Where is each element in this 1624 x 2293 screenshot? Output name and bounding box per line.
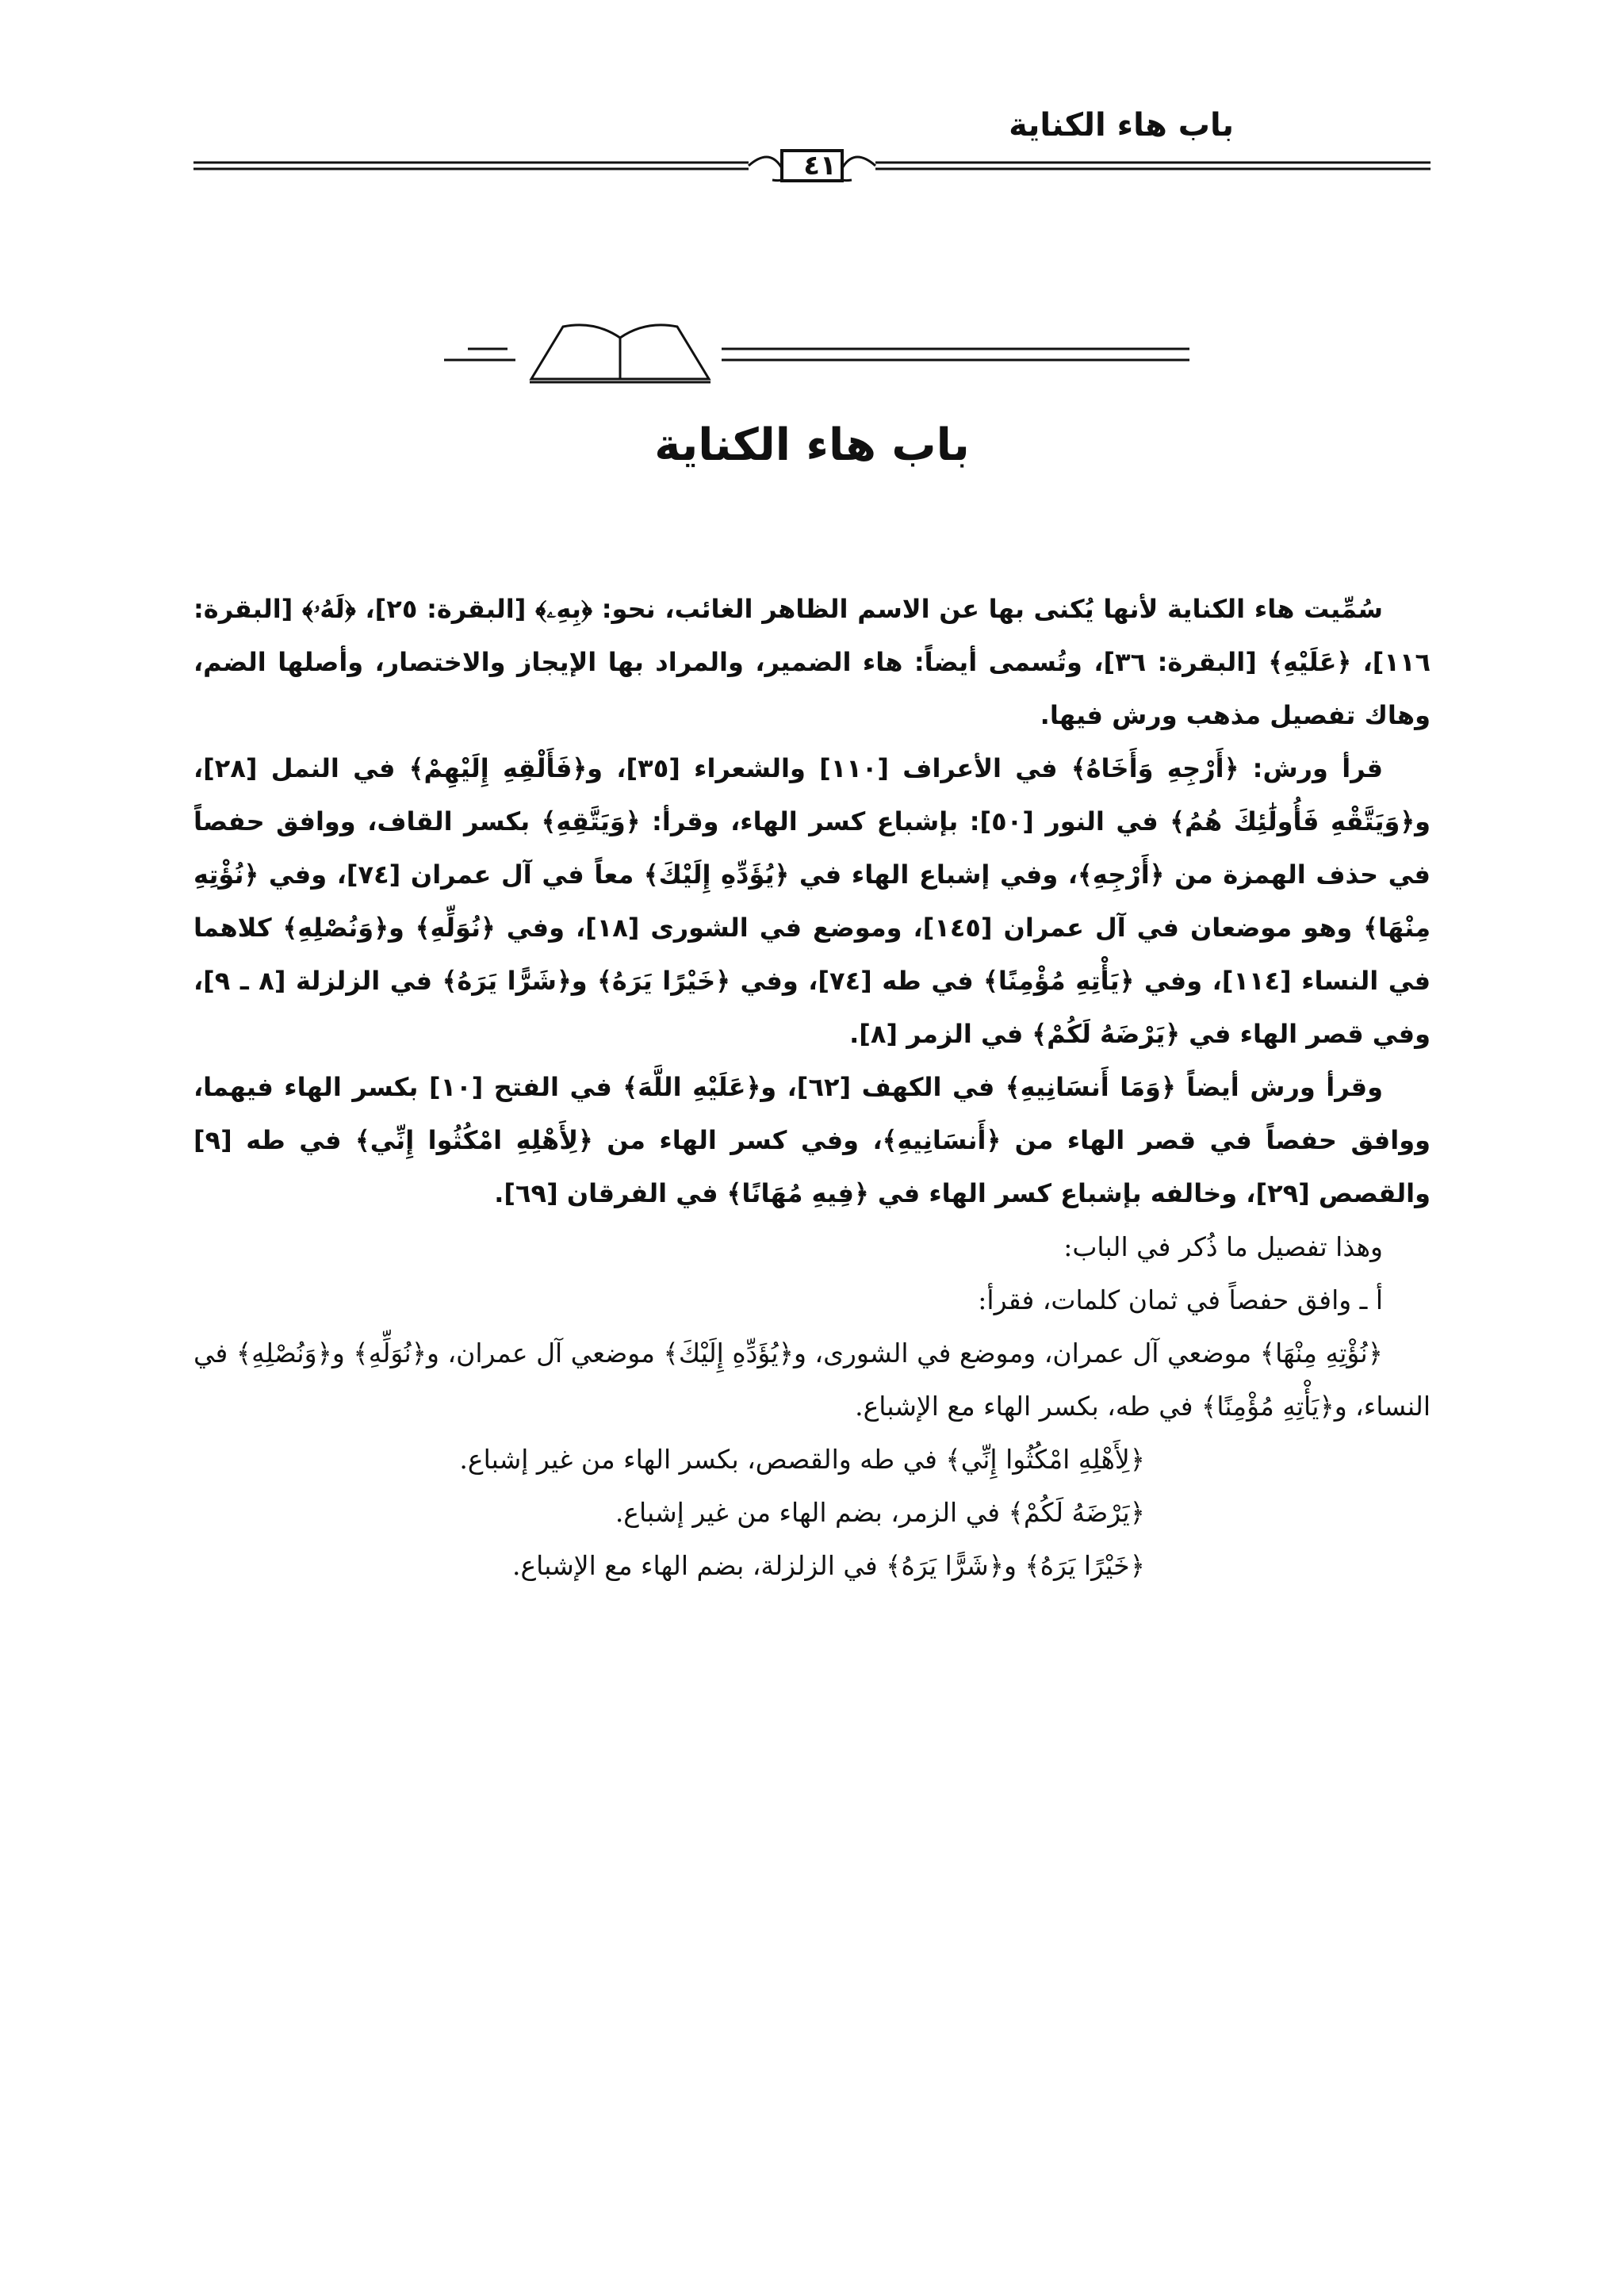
body-text: [193, 583, 1431, 1592]
paragraph-khayran: ﴿خَيْرًا يَرَهُ﴾ و﴿شَرًّا يَرَهُ﴾ في الزلزلة، بضم الهاء مع الإشباع.: [511, 1550, 1145, 1581]
paragraph-intro: سُمِّيت هاء الكناية لأنها يُكنى بها عن الاسم الظاهر الغائب، نحو: ﴿بِهِۦ﴾ [البقرة: ٢٥]، ﴿لَهُۥ﴾ [البقرة: ١١٦]، ﴿عَلَيْهِ﴾ [البقرة: ٣٦]، وتُسمى أيضاً: هاء الضمير، والمراد بها الإيجاز والاختصار، وأصلها الضم، وهاك تفصيل مذهب ورش فيها.: [193, 594, 1431, 730]
chapter-title: باب هاء الكناية: [654, 419, 970, 471]
open-book-ornament-icon: [444, 316, 1189, 387]
running-header-title: باب هاء الكناية: [1009, 107, 1234, 144]
paragraph-detail-heading: وهذا تفصيل ما ذُكر في الباب:: [1063, 1231, 1383, 1262]
paragraph-lahlihi: ﴿لِأَهْلِهِ امْكُثُوا إِنِّي﴾ في طه والقصص، بكسر الهاء من غير إشباع.: [459, 1444, 1145, 1475]
paragraph-item-a: أ ـ وافق حفصاً في ثمان كلمات، فقرأ:: [978, 1284, 1383, 1315]
paragraph-warsh-reading: قرأ ورش: ﴿أَرْجِهِ وَأَخَاهُ﴾ في الأعراف [١١٠] والشعراء [٣٥]، و﴿فَأَلْقِهِ إِلَيْهِمْ﴾ في النمل [٢٨]، و﴿وَيَتَّقْهِ فَأُولَٰئِكَ هُمُ﴾ في النور [٥٠]: بإشباع كسر الهاء، وقرأ: ﴿وَيَتَّقِهِ﴾ بكسر القاف، ووافق حفصاً في حذف الهمزة من ﴿أَرْجِهِ﴾، وفي إشباع الهاء في ﴿يُؤَدِّهِ إِلَيْكَ﴾ معاً في آل عمران [٧٤]، وفي ﴿نُؤْتِهِ مِنْهَا﴾ وهو موضعان في آل عمران [١٤٥]، وموضع في الشورى [١٨]، وفي ﴿نُوَلِّهِ﴾ و﴿وَنُصْلِهِ﴾ كلاهما في النساء [١١٤]، وفي ﴿يَأْتِهِ مُؤْمِنًا﴾ في طه [٧٤]، وفي ﴿خَيْرًا يَرَهُ﴾ و﴿شَرًّا يَرَهُ﴾ في الزلزلة [٨ ـ ٩]، وفي قصر الهاء في ﴿يَرْضَهُ لَكُمْ﴾ في الزمر [٨].: [193, 753, 1431, 1049]
paragraph-warsh-also: وقرأ ورش أيضاً ﴿وَمَا أَنسَانِيهِ﴾ في الكهف [٦٢]، و﴿عَلَيْهِ اللَّهَ﴾ في الفتح [١٠] بكسر الهاء فيهما، ووافق حفصاً في قصر الهاء من ﴿أَنسَانِيهِ﴾، وفي كسر الهاء من ﴿لِأَهْلِهِ امْكُثُوا إِنِّي﴾ في طه [٩] والقصص [٢٩]، وخالفه بإشباع كسر الهاء في ﴿فِيهِ مُهَانًا﴾ في الفرقان [٦٩].: [193, 1072, 1431, 1208]
page-number: ٤١: [803, 150, 837, 182]
paragraph-item-a-words: ﴿نُؤْتِهِ مِنْهَا﴾ موضعي آل عمران، وموضع في الشورى، و﴿يُؤَدِّهِ إِلَيْكَ﴾ موضعي آل عمران، و﴿نُوَلِّهِ﴾ و﴿وَنُصْلِهِ﴾ في النساء، و﴿يَأْتِهِ مُؤْمِنًا﴾ في طه، بكسر الهاء مع الإشباع.: [193, 1338, 1431, 1422]
paragraph-yardahu: ﴿يَرْضَهُ لَكُمْ﴾ في الزمر، بضم الهاء من غير إشباع.: [615, 1497, 1145, 1528]
